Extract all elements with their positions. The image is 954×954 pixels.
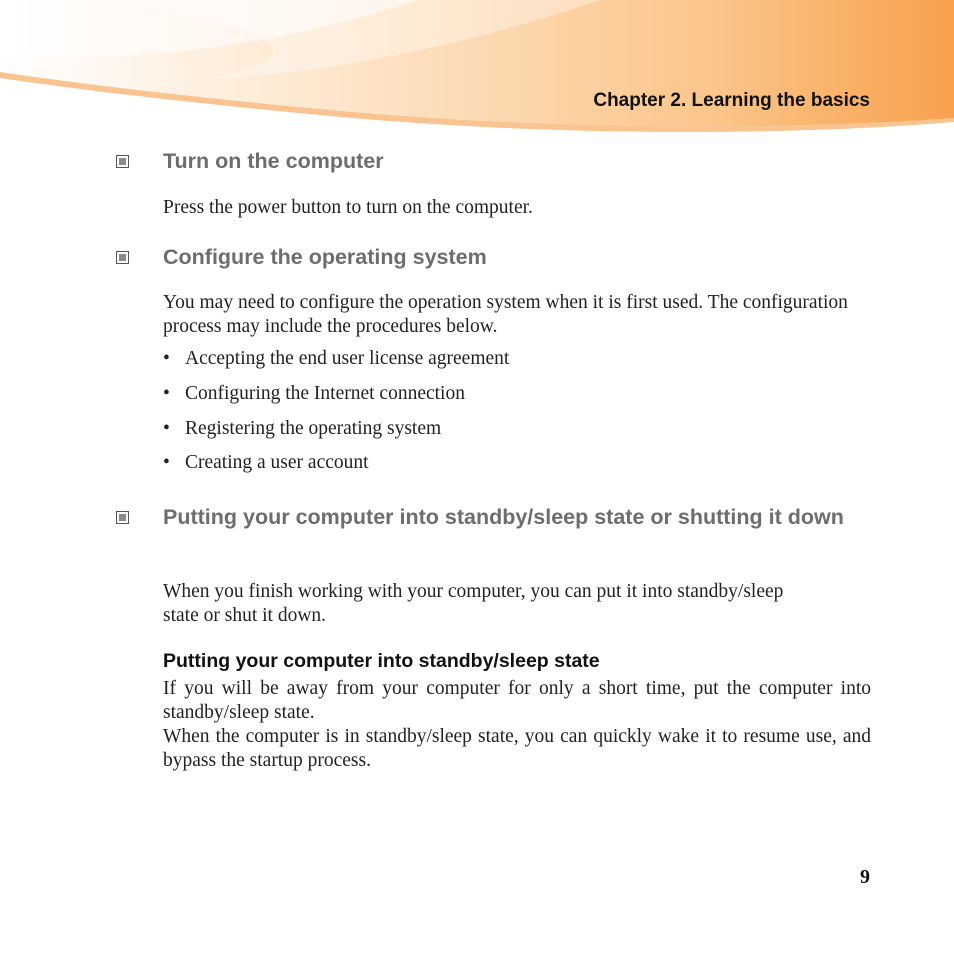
bullet-dot-icon: • [163,452,170,473]
chapter-title: Chapter 2. Learning the basics [593,90,870,111]
section-heading-turn-on: Turn on the computer [163,149,384,173]
list-item: • Creating a user account [163,452,369,473]
bullet-dot-icon: • [163,383,170,404]
bullet-dot-icon: • [163,418,170,439]
section-bullet-icon [116,251,129,264]
list-item: • Accepting the end user license agreement [163,348,510,369]
subsection-paragraph: If you will be away from your computer for only a short time, put the computer into standby/sleep state. [163,678,871,723]
section-bullet-icon [116,511,129,524]
subsection-heading-standby: Putting your computer into standby/sleep state [163,650,600,672]
page-number: 9 [860,866,870,888]
header-decoration [0,0,954,140]
section-heading-configure: Configure the operating system [163,245,487,269]
section-bullet-icon [116,155,129,168]
section-heading-standby: Putting your computer into standby/sleep state or shutting it down [163,505,844,529]
list-item: • Registering the operating system [163,418,442,439]
section-body-configure: You may need to configure the operation system when it is first used. The configuration process may include the procedures below. [163,292,848,337]
list-item: • Configuring the Internet connection [163,383,465,404]
subsection-paragraph: When the computer is in standby/sleep state, you can quickly wake it to resume use, and bypass the startup process. [163,726,871,771]
section-body-turn-on: Press the power button to turn on the computer. [163,197,533,218]
section-body-standby: When you finish working with your computer, you can put it into standby/sleep state or shut it down. [163,581,784,626]
bullet-dot-icon: • [163,348,170,369]
